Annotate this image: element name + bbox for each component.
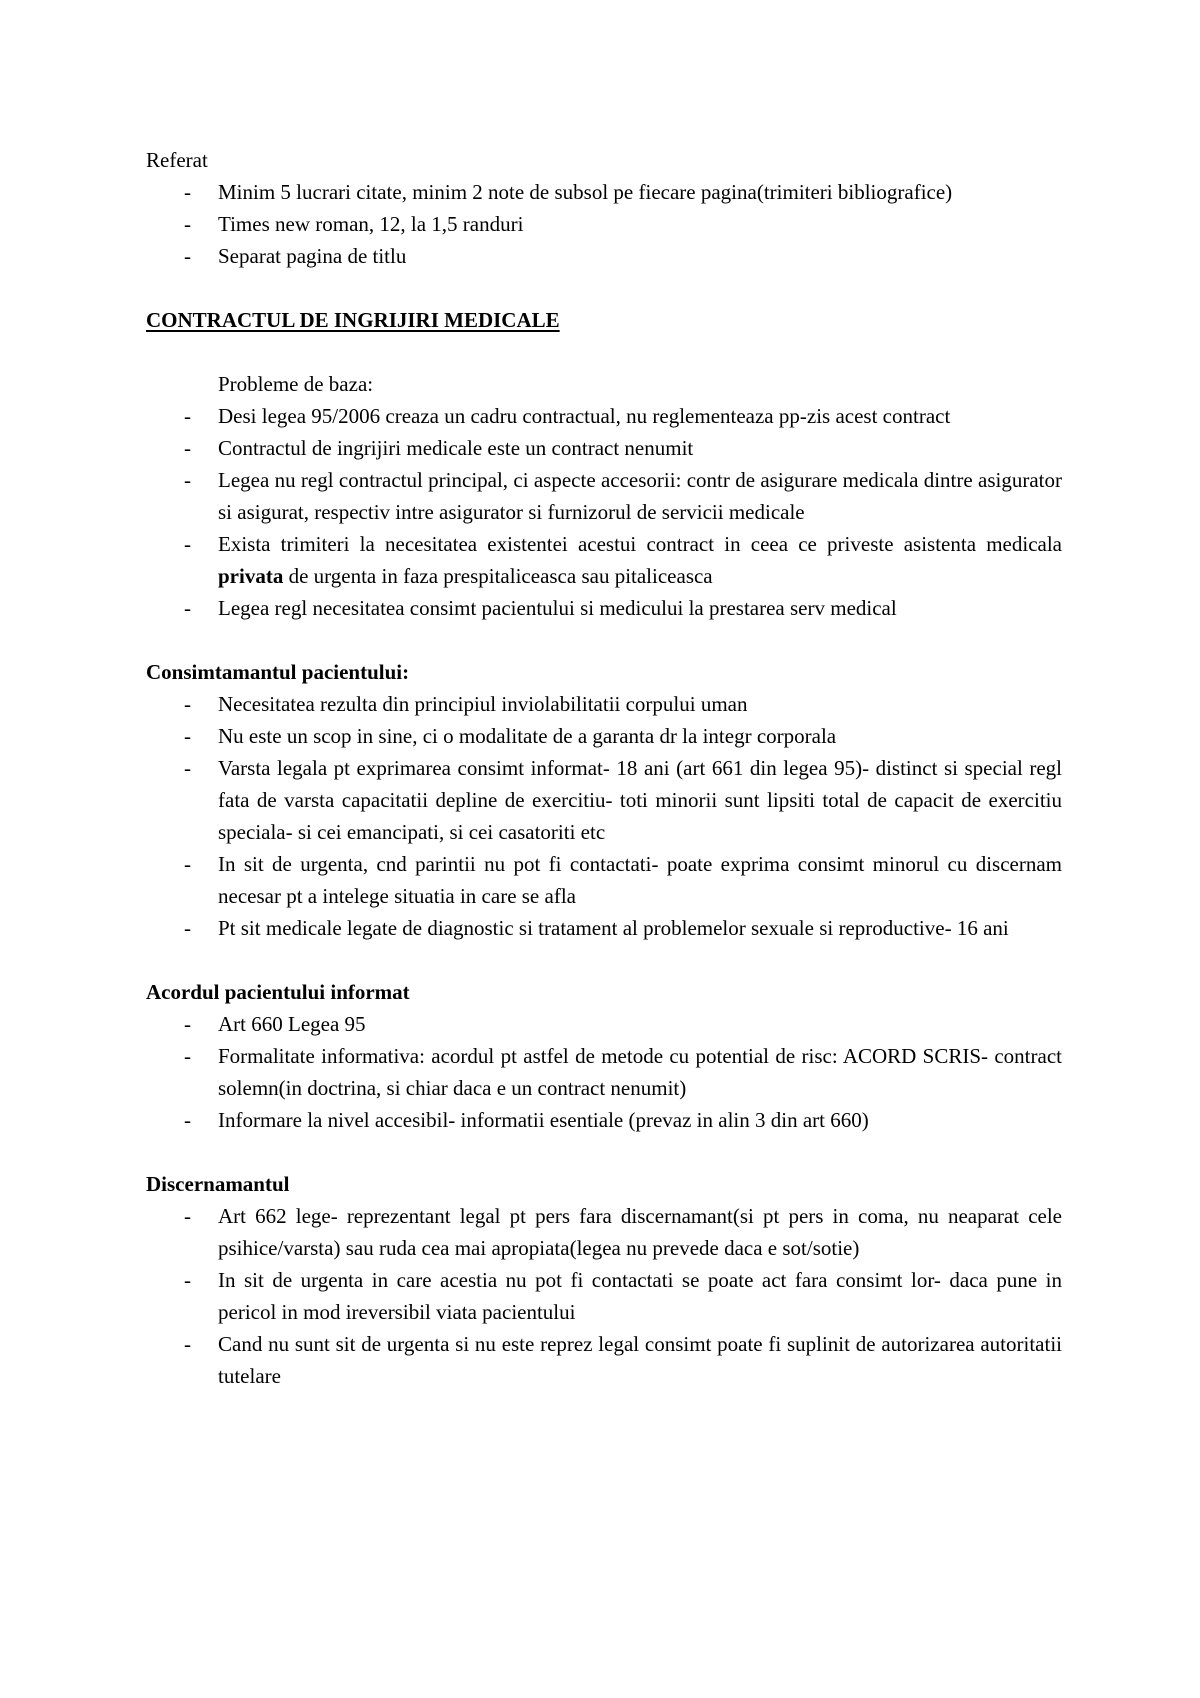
section-heading-consimtamant: Consimtamantul pacientului: <box>146 660 410 684</box>
list-item: - Times new roman, 12, la 1,5 randuri <box>146 208 1062 240</box>
spacer <box>146 1136 1062 1168</box>
spacer <box>146 944 1062 976</box>
list-item-text-after: de urgenta in faza prespitaliceasca sau pitaliceasca <box>283 564 713 588</box>
spacer <box>146 336 1062 368</box>
list-item: - Art 660 Legea 95 <box>146 1008 1062 1040</box>
section-heading-discernamant: Discernamantul <box>146 1172 290 1196</box>
acord-list <box>146 1008 1062 1136</box>
list-item: - Varsta legala pt exprimarea consimt informat- 18 ani (art 661 din legea 95)- distinct si special regl fata de varsta capacitatii depline de exercitiu- toti minorii sunt lipsiti total de capacit de exercitiu speciala- si cei emancipati, si cei casatoriti etc <box>146 752 1062 848</box>
probleme-label: Probleme de baza: <box>218 372 374 396</box>
list-item: - In sit de urgenta, cnd parintii nu pot fi contactati- poate exprima consimt minorul cu discernam necesar pt a intelege situatia in care se afla <box>146 848 1062 912</box>
list-item: - Minim 5 lucrari citate, minim 2 note de subsol pe fiecare pagina(trimiteri bibliografice) <box>146 176 1062 208</box>
consimtamant-list <box>146 688 1062 944</box>
list-item: - Contractul de ingrijiri medicale este un contract nenumit <box>146 432 1062 464</box>
list-item: - Nu este un scop in sine, ci o modalitate de a garanta dr la integr corporala <box>146 720 1062 752</box>
list-item: - Formalitate informativa: acordul pt astfel de metode cu potential de risc: ACORD SCRIS- contract solemn(in doctrina, si chiar daca e un contract nenumit) <box>146 1040 1062 1104</box>
list-item: - Desi legea 95/2006 creaza un cadru contractual, nu reglementeaza pp-zis acest contract <box>146 400 1062 432</box>
spacer <box>146 272 1062 304</box>
probleme-list <box>146 400 1062 624</box>
list-item: - Necesitatea rezulta din principiul inviolabilitatii corpului uman <box>146 688 1062 720</box>
list-item: - Art 662 lege- reprezentant legal pt pers fara discernamant(si pt pers in coma, nu neaparat cele psihice/varsta) sau ruda cea mai apropiata(legea nu prevede daca e sot/sotie) <box>146 1200 1062 1264</box>
list-item: - Cand nu sunt sit de urgenta si nu este reprez legal consimt poate fi suplinit de autorizarea autoritatii tutelare <box>146 1328 1062 1392</box>
list-item-text-before: Exista trimiteri la necesitatea existentei acestui contract in ceea ce priveste asistenta medicala <box>218 532 1062 556</box>
list-item: - Pt sit medicale legate de diagnostic si tratament al problemelor sexuale si reproductive- 16 ani <box>146 912 1062 944</box>
bold-word-privata: privata <box>218 564 284 588</box>
list-item: - Legea nu regl contractul principal, ci aspecte accesorii: contr de asigurare medicala dintre asigurator si asigurat, respectiv intre asigurator si furnizorul de servicii medicale <box>146 464 1062 528</box>
list-item: - In sit de urgenta in care acestia nu pot fi contactati se poate act fara consimt lor- daca pune in pericol in mod ireversibil viata pacientului <box>146 1264 1062 1328</box>
discernamant-list <box>146 1200 1062 1392</box>
document-title: CONTRACTUL DE INGRIJIRI MEDICALE <box>146 308 560 332</box>
list-item: - Separat pagina de titlu <box>146 240 1062 272</box>
referat-label: Referat <box>146 148 208 172</box>
spacer <box>146 624 1062 656</box>
list-item: - Legea regl necesitatea consimt pacientului si medicului la prestarea serv medical <box>146 592 1062 624</box>
referat-requirements-list <box>146 176 1062 272</box>
list-item-private <box>146 528 1062 592</box>
list-item: - Informare la nivel accesibil- informatii esentiale (prevaz in alin 3 din art 660) <box>146 1104 1062 1136</box>
section-heading-acord: Acordul pacientului informat <box>146 980 410 1004</box>
